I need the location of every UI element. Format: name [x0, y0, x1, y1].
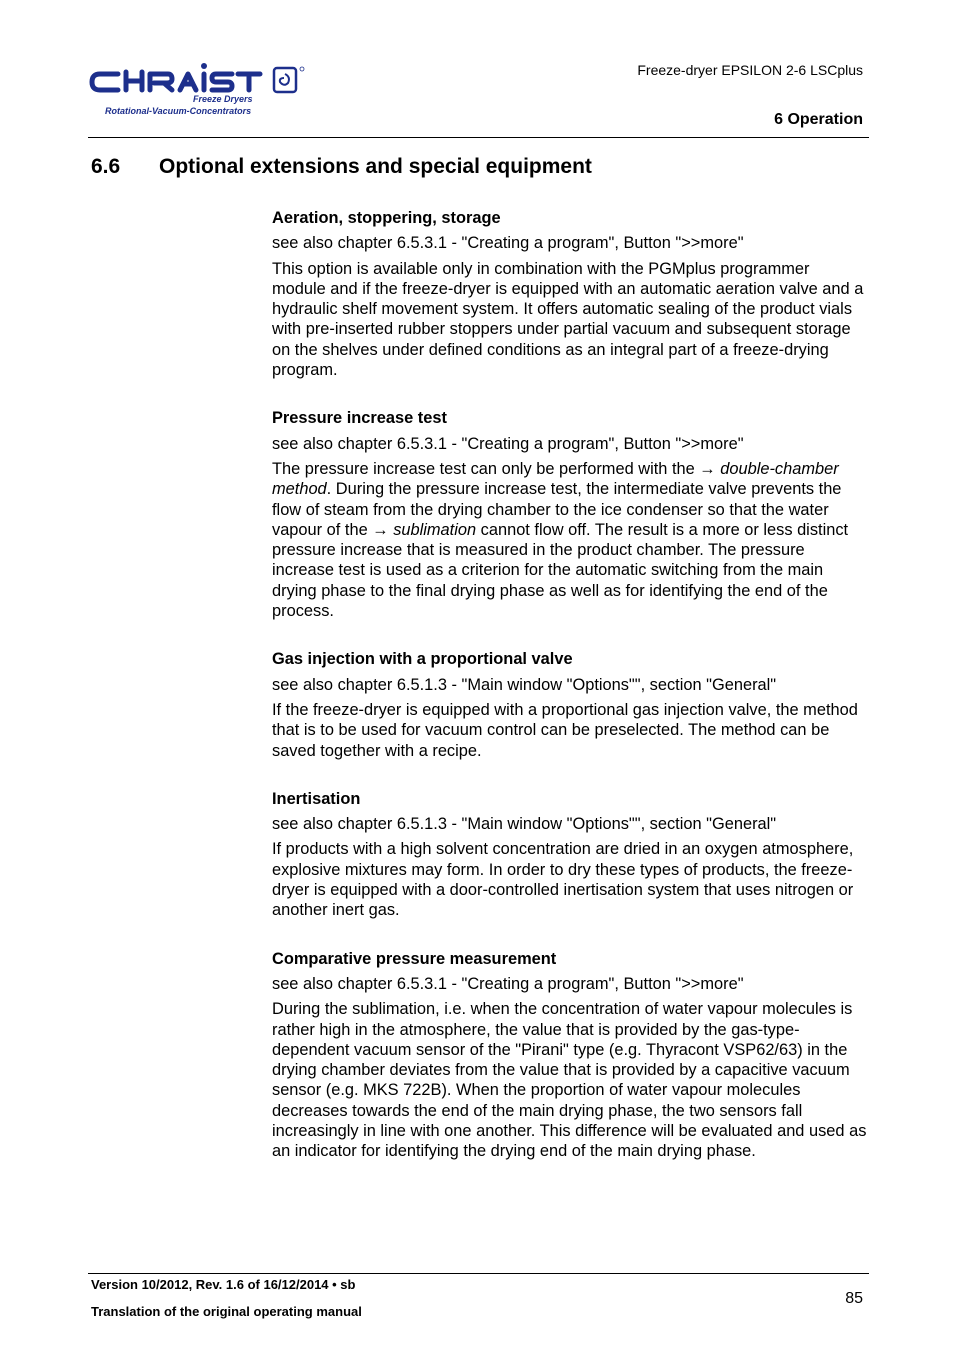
chapter-reference: see also chapter 6.5.1.3 - "Main window "Options"", section "General" [272, 815, 777, 834]
block-heading: Gas injection with a proportional valve [272, 650, 573, 669]
footer-divider [88, 1273, 869, 1274]
block-body: During the sublimation, i.e. when the concentration of water vapour molecules is rather high in the atmosphere, the value that is provided by the gas-type-dependent vacuum sensor of the "Pirani" type (e.g. Thyracont VSP62/63) in the drying chamber deviates from the value that is provided by a capacitive vacuum sensor (e.g. MKS 722B). When the proportion of water vapour molecules decreases towards the end of the main drying phase, the two sensors fall increasingly in line with one another. This difference will be evaluated and used as an indicator for identifying the drying end of the main drying phase. [272, 1000, 867, 1161]
glossary-term-sublimation: sublimation [393, 520, 477, 539]
logo-tagline-concentrators: Rotational-Vacuum-Concentrators [105, 106, 252, 116]
block-aeration [272, 208, 867, 380]
page-number: 85 [845, 1290, 863, 1307]
chapter-reference: see also chapter 6.5.3.1 - "Creating a program", Button ">>more" [272, 234, 744, 253]
chapter-reference: see also chapter 6.5.1.3 - "Main window "Options"", section "General" [272, 675, 777, 694]
block-body: This option is available only in combination with the PGMplus programmer module and if the freeze-dryer is equipped with an automatic aeration valve and a hydraulic shelf movement system. It offers automatic sealing of the product vials with pre-inserted rubber stoppers under partial vacuum and subsequent storage on the shelves under defined conditions as an integral part of a freeze-drying program. [272, 259, 864, 380]
block-inertisation [272, 789, 867, 921]
logo-tagline-freeze-dryers: Freeze Dryers [193, 94, 253, 104]
chapter-reference: see also chapter 6.5.3.1 - "Creating a program", Button ">>more" [272, 434, 744, 453]
section-number: 6.6 [91, 155, 121, 178]
block-pressure-increase-test [272, 408, 867, 621]
block-body: If products with a high solvent concentration are dried in an oxygen atmosphere, explosive mixtures may form. In order to dry these types of products, the freeze-dryer is equipped with a door-controlled inertisation system that uses nitrogen or another inert gas. [272, 840, 854, 920]
block-gas-injection [272, 649, 867, 760]
footer-version: Version 10/2012, Rev. 1.6 of 16/12/2014 • sb [91, 1277, 356, 1292]
document-title: Freeze-dryer EPSILON 2-6 LSCplus [637, 62, 863, 78]
block-heading: Aeration, stoppering, storage [272, 209, 501, 227]
header-divider [88, 137, 869, 138]
content-column [272, 208, 867, 1190]
glossary-term-double-chamber: double-chamber method [272, 459, 839, 499]
block-heading: Pressure increase test [272, 409, 447, 428]
chapter-label: 6 Operation [774, 111, 863, 128]
block-heading: Inertisation [272, 789, 361, 808]
section-title: Optional extensions and special equipment [159, 155, 592, 178]
block-heading: Comparative pressure measurement [272, 949, 557, 968]
block-body: If the freeze-dryer is equipped with a proportional gas injection valve, the method that is to be used for vacuum control can be preselected. The method can be saved together with a recipe. [272, 700, 858, 760]
block-comparative-pressure [272, 949, 867, 1162]
block-body: The pressure increase test can only be performed with the → double-chamber method. During the pressure increase test, the intermediate valve prevents the flow of steam from the drying chamber to the ice condenser so that the water vapour of the → sublimation cannot flow off. The result is a more or less distinct pressure increase that is measured in the product chamber. The pressure increase test is used as a criterion for the automatic switching from the main drying phase to the final drying phase as well as for identifying the end of the process. [272, 459, 849, 621]
footer-translation-note: Translation of the original operating manual [91, 1304, 362, 1319]
chapter-reference: see also chapter 6.5.3.1 - "Creating a program", Button ">>more" [272, 974, 744, 993]
